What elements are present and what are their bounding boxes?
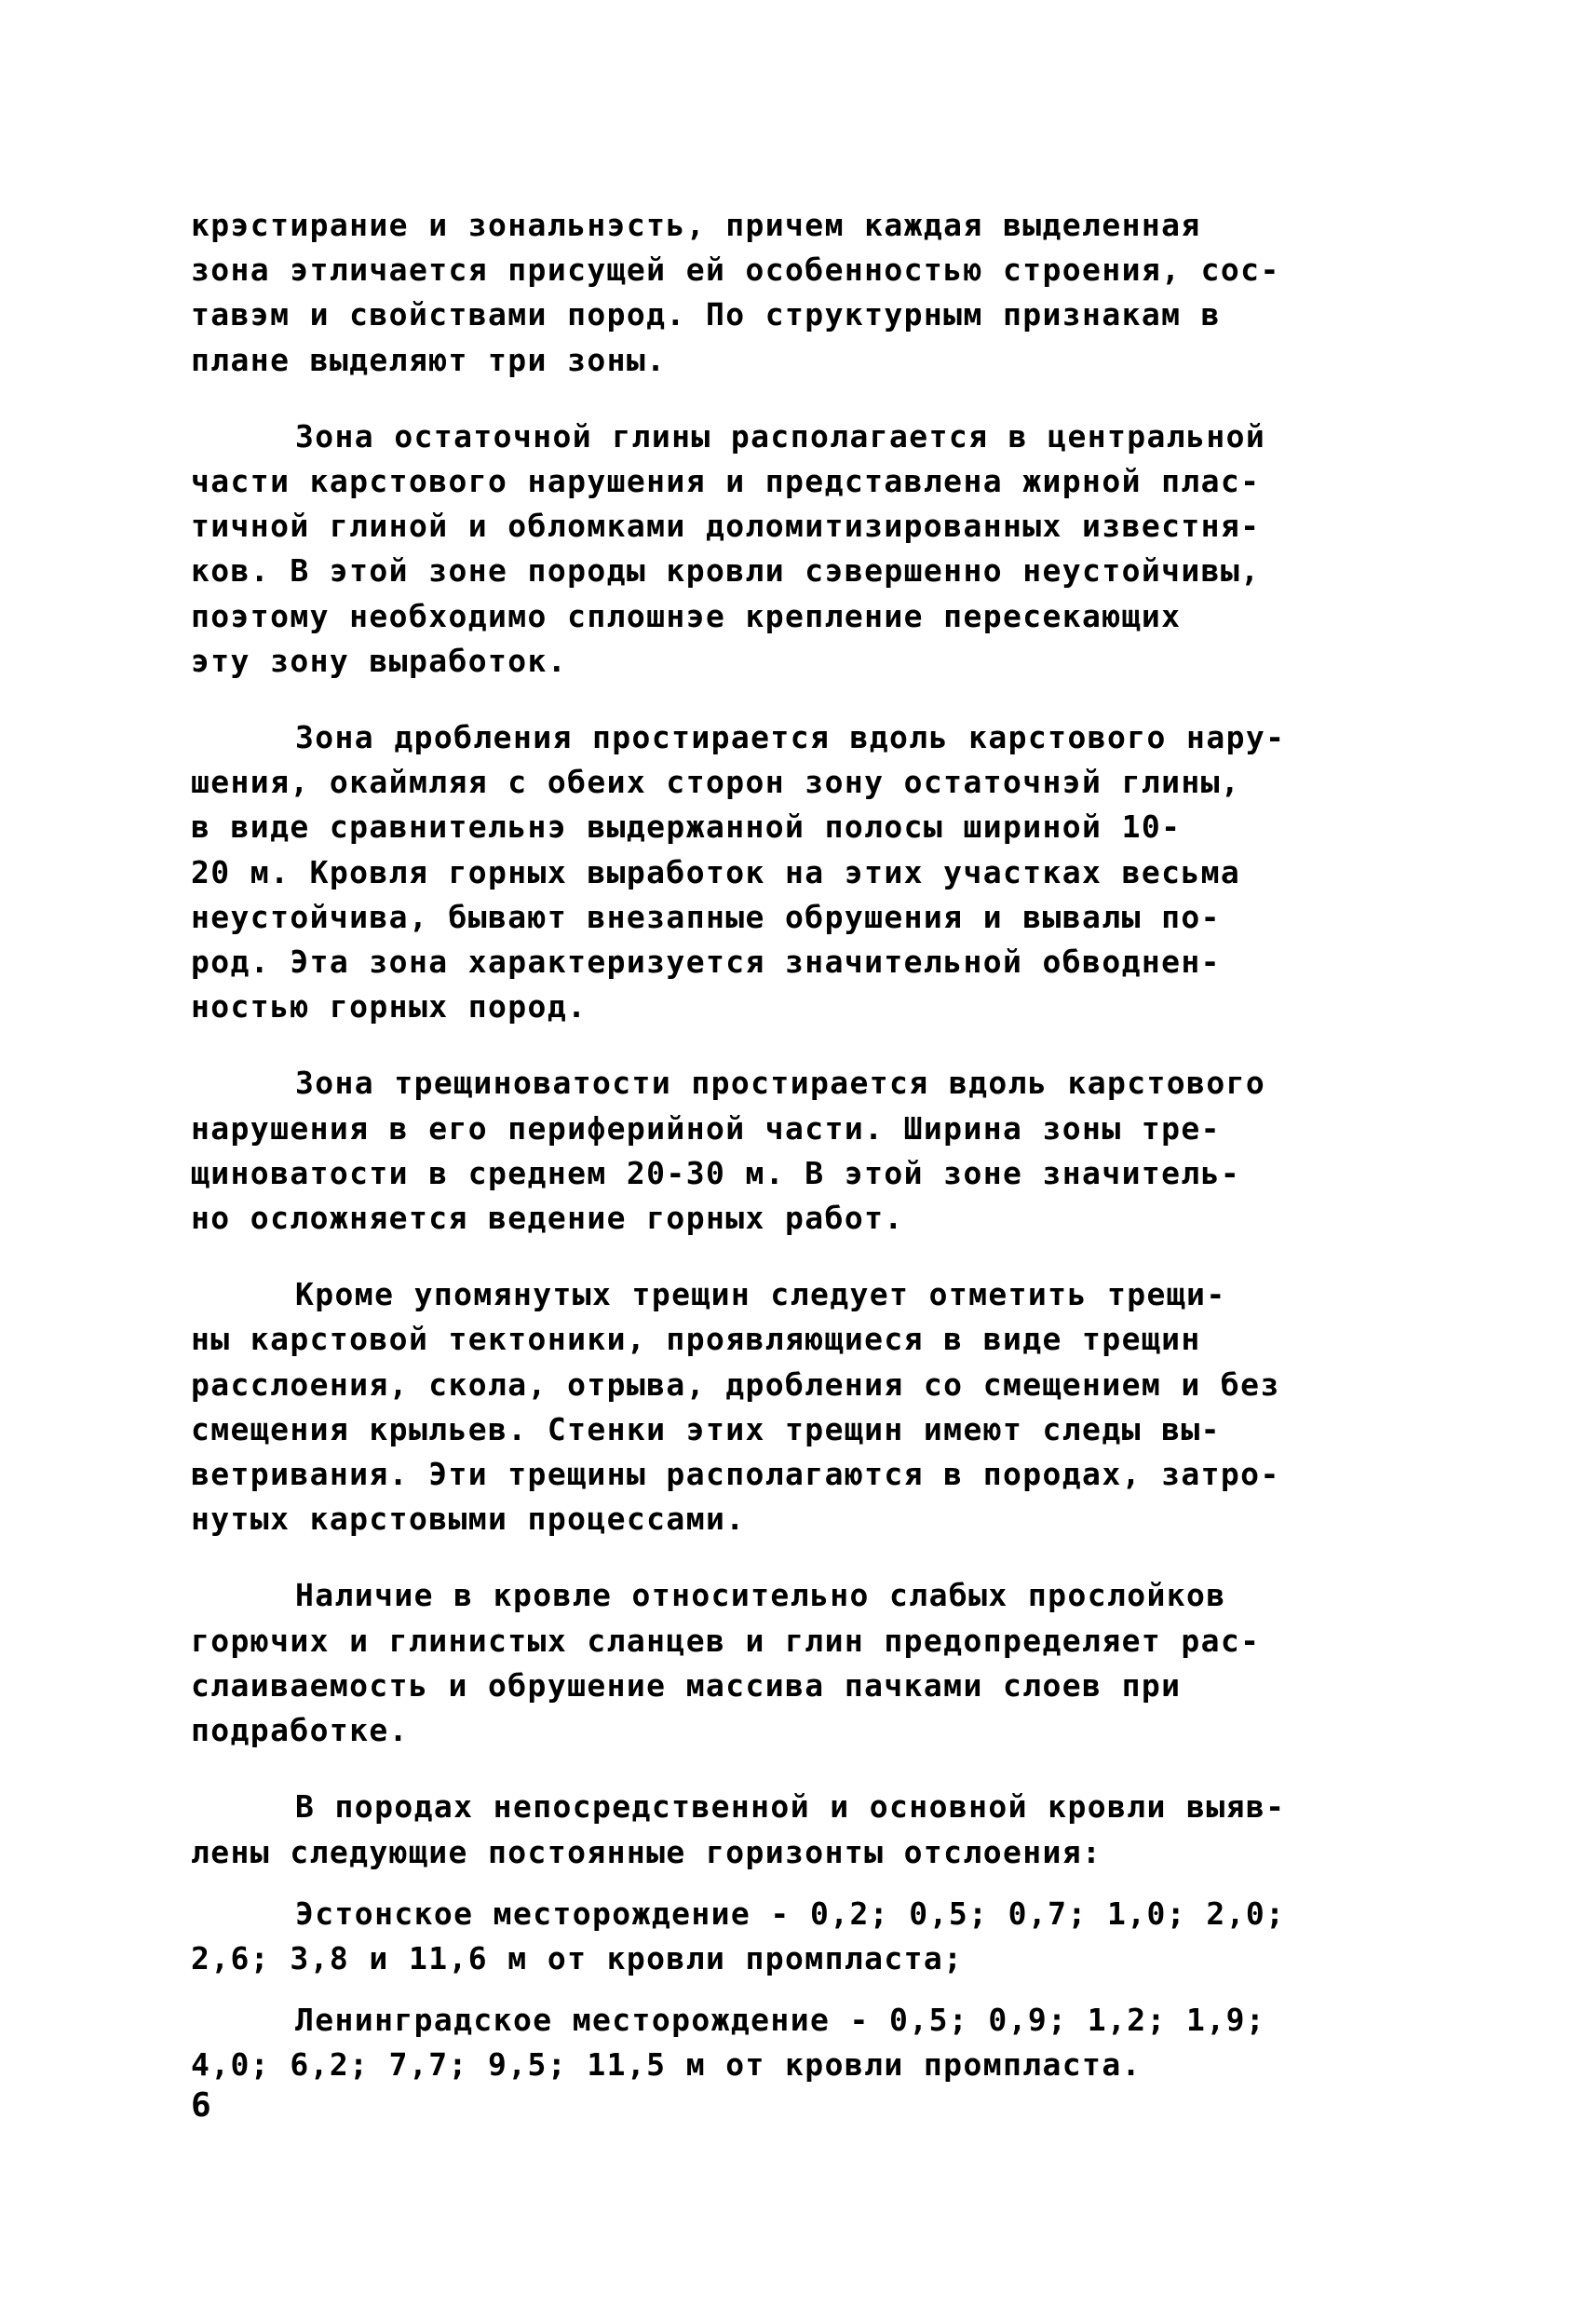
text-line: щиноватости в среднем 20-30 м. В этой зоне значитель- bbox=[191, 1154, 1241, 1191]
text-line: зона этличается присущей ей особенностью строения, сос- bbox=[191, 251, 1280, 289]
text-line: шения, окаймляя с обеих сторон зону остаточнэй глины, bbox=[191, 764, 1241, 801]
text-line: горючих и глинистых сланцев и глин предопределяет рас- bbox=[191, 1622, 1261, 1659]
text-line: Ленинградское месторождение - 0,5; 0,9; 1,2; 1,9; bbox=[295, 2002, 1266, 2039]
text-line: лены следующие постоянные горизонты отслоения: bbox=[191, 1833, 1102, 1870]
text-line: ков. В этой зоне породы кровли сэвершенно неустойчивы, bbox=[191, 552, 1261, 590]
paragraph-7 bbox=[191, 1785, 1443, 1874]
text-line: части карстового нарушения и представлена жирной плас- bbox=[191, 463, 1261, 500]
text-line: Наличие в кровле относительно слабых прослойков bbox=[295, 1577, 1226, 1614]
text-line: Зона трещиноватости простирается вдоль карстового bbox=[295, 1065, 1266, 1102]
text-line: ностью горных пород. bbox=[191, 988, 588, 1025]
paragraph-3 bbox=[191, 715, 1443, 1029]
paragraph-6 bbox=[191, 1573, 1443, 1753]
paragraph-1 bbox=[191, 203, 1443, 383]
text-line: ны карстовой тектоники, проявляющиеся в виде трещин bbox=[191, 1321, 1201, 1358]
text-line: подработке. bbox=[191, 1712, 409, 1749]
text-line: нутых карстовыми процессами. bbox=[191, 1501, 746, 1538]
paragraph-4 bbox=[191, 1061, 1443, 1241]
text-line: тичной глиной и обломками доломитизированных известня- bbox=[191, 508, 1261, 545]
text-line: Эстонское месторождение - 0,2; 0,5; 0,7; 1,0; 2,0; bbox=[295, 1895, 1286, 1932]
text-line: тавэм и свойствами пород. По структурным признакам в bbox=[191, 296, 1221, 333]
text-line: 2,6; 3,8 и 11,6 м от кровли промпласта; bbox=[191, 1939, 964, 1976]
text-line: род. Эта зона характеризуется значительной обводнен- bbox=[191, 944, 1221, 981]
text-line: расслоения, скола, отрыва, дробления со смещением и без bbox=[191, 1365, 1280, 1403]
text-line: неустойчива, бывают внезапные обрушения и вывалы по- bbox=[191, 898, 1221, 935]
paragraph-5 bbox=[191, 1272, 1443, 1542]
text-line: Зона дробления простирается вдоль карстового нару- bbox=[295, 719, 1286, 756]
text-line: крэстирание и зональнэсть, причем каждая выделенная bbox=[191, 207, 1201, 243]
text-line: 20 м. Кровля горных выработок на этих участках весьма bbox=[191, 853, 1241, 890]
text-line: в виде сравнительнэ выдержанной полосы шириной 10- bbox=[191, 808, 1182, 846]
text-line: нарушения в его периферийной части. Ширина зоны тре- bbox=[191, 1109, 1221, 1147]
page-number: 6 bbox=[191, 2086, 211, 2125]
body-text bbox=[191, 203, 1443, 2120]
text-line: В породах непосредственной и основной кровли выяв- bbox=[295, 1788, 1286, 1826]
paragraph-8 bbox=[191, 1892, 1443, 1981]
text-line: но осложняется ведение горных работ. bbox=[191, 1200, 904, 1237]
text-line: Кроме упомянутых трещин следует отметить трещи- bbox=[295, 1276, 1226, 1313]
text-line: слаиваемость и обрушение массива пачками слоев при bbox=[191, 1666, 1182, 1704]
text-line: 4,0; 6,2; 7,7; 9,5; 11,5 м от кровли промпласта. bbox=[191, 2046, 1142, 2084]
text-line: ветривания. Эти трещины располагаются в породах, затро- bbox=[191, 1456, 1280, 1493]
text-line: поэтому необходимо сплошнэе крепление пересекающих bbox=[191, 597, 1182, 634]
text-line: смещения крыльев. Стенки этих трещин имеют следы вы- bbox=[191, 1410, 1221, 1447]
text-line: плане выделяют три зоны. bbox=[191, 341, 667, 378]
text-line: Зона остаточной глины располагается в центральной bbox=[295, 417, 1266, 455]
text-line: эту зону выработок. bbox=[191, 642, 568, 679]
paragraph-2 bbox=[191, 414, 1443, 684]
paragraph-9 bbox=[191, 1998, 1443, 2087]
